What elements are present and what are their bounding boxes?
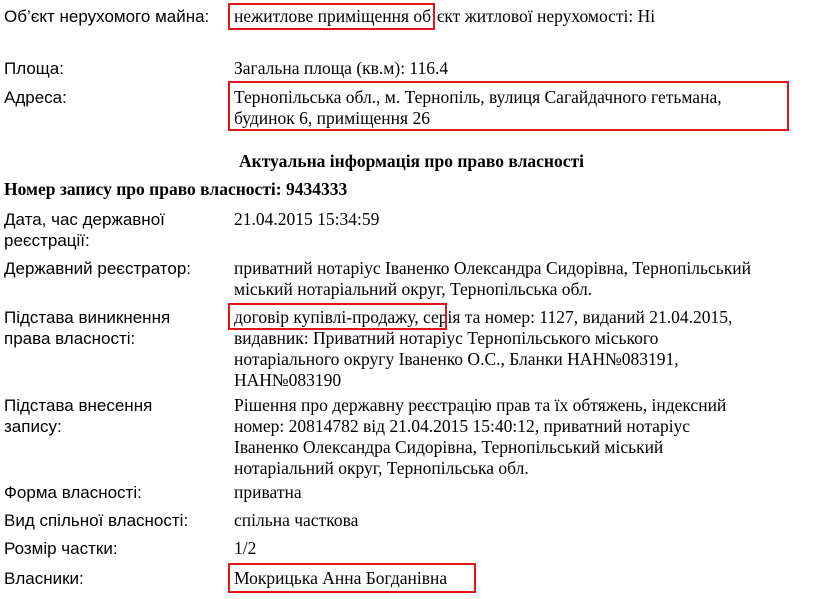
- registration-label-line-2: реєстрації:: [4, 231, 90, 250]
- basis-entry-line-3: Іваненко Олександра Сидорівна, Тернопільський міський: [234, 437, 664, 457]
- record-number: 9434333: [285, 179, 348, 199]
- share-label: Розмір частки:: [4, 539, 118, 558]
- ownership-form-label: Форма власності:: [4, 483, 142, 502]
- section-title: Актуальна інформація про право власності: [239, 151, 584, 171]
- highlight-box-object-type: [228, 3, 435, 30]
- highlight-box-owner: [228, 563, 476, 593]
- basis-entry-label-line-1: Підстава внесення: [4, 396, 153, 415]
- highlight-box-contract: [228, 303, 447, 330]
- owners-value: Мокрицька Анна Богданівна: [234, 568, 448, 588]
- registration-label-line-1: Дата, час державної: [4, 210, 165, 229]
- area-value: Загальна площа (кв.м): 116.4: [234, 58, 449, 78]
- highlight-box-address: [228, 81, 789, 131]
- basis-origin-line-2: видавник: Приватний нотаріус Тернопільського міського: [234, 328, 659, 348]
- basis-origin-label: [4, 307, 224, 349]
- registrar-label: Державний реєстратор:: [4, 259, 192, 278]
- registrar-line-2: міський нотаріальний округ, Тернопільська обл.: [234, 279, 593, 299]
- joint-type-value: спільна часткова: [234, 510, 359, 530]
- address-line-1: Тернопільська обл., м. Тернопіль, вулиця Сагайдачного гетьмана,: [234, 87, 722, 107]
- basis-entry-line-1: Рішення про державну реєстрацію прав та їх обтяжень, індексний: [234, 395, 727, 415]
- registrar-line-1: приватний нотаріус Іваненко Олександра Сидорівна, Тернопільський: [234, 258, 751, 278]
- basis-origin-line-1-rest: серія та номер: 1127, виданий 21.04.2015,: [418, 307, 733, 327]
- basis-entry-line-2: номер: 20814782 від 21.04.2015 15:40:12, приватний нотаріус: [234, 416, 691, 436]
- registration-value: 21.04.2015 15:34:59: [234, 209, 380, 229]
- basis-entry-line-4: нотаріальний округ, Тернопільська обл.: [234, 458, 529, 478]
- owners-label: Власники:: [4, 569, 84, 588]
- basis-origin-line-3: нотаріального округу Іваненко О.С., Бланки НАН№083191,: [234, 349, 679, 369]
- record-number-line: [4, 179, 347, 200]
- basis-origin-line-4: НАН№083190: [234, 370, 342, 390]
- address-label: Адреса:: [4, 88, 67, 107]
- share-value: 1/2: [234, 538, 257, 558]
- object-label: Об’єкт нерухомого майна:: [4, 7, 210, 26]
- basis-origin-label-line-1: Підстава виникнення: [4, 308, 171, 327]
- object-rest: об’єкт житлової нерухомості: Ні: [409, 6, 656, 26]
- basis-entry-value: [234, 395, 819, 479]
- area-label: Площа:: [4, 59, 64, 78]
- basis-origin-label-line-2: права власності:: [4, 329, 136, 348]
- basis-entry-label: [4, 395, 224, 437]
- ownership-form-value: приватна: [234, 482, 302, 502]
- address-line-2: будинок 6, приміщення 26: [234, 108, 430, 128]
- registrar-value: [234, 258, 819, 300]
- basis-origin-highlighted: договір купівлі-продажу,: [234, 307, 419, 327]
- joint-type-label: Вид спільної власності:: [4, 511, 189, 530]
- registration-label: [4, 209, 224, 251]
- object-type-highlighted: нежитлове приміщення: [234, 6, 410, 26]
- basis-entry-label-line-2: запису:: [4, 417, 62, 436]
- record-label: Номер запису про право власності:: [4, 179, 282, 199]
